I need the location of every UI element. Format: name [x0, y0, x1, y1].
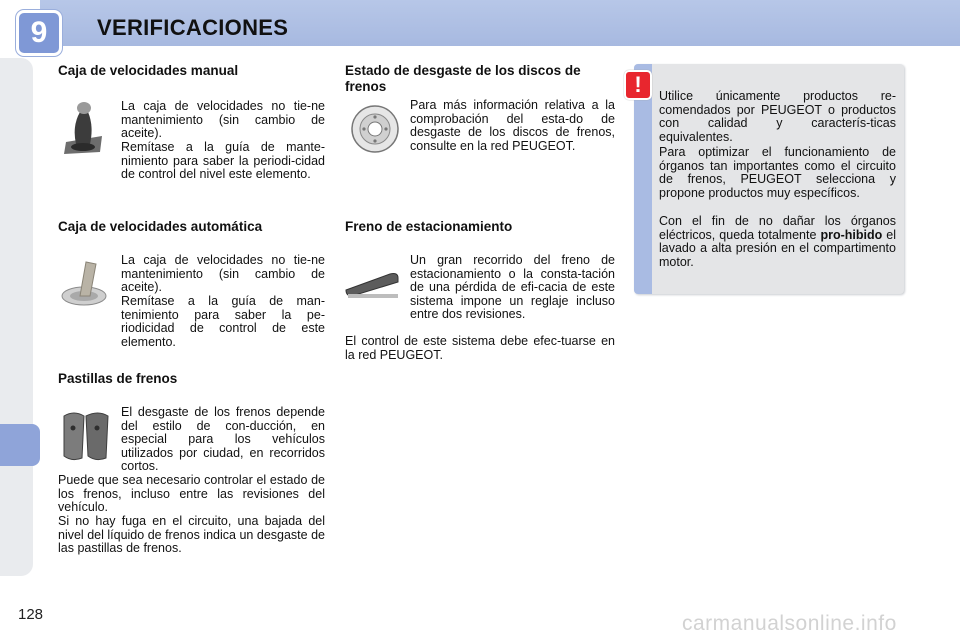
parking-brake-text-2: El control de este sistema debe efec-tuarse en la red PEUGEOT. — [345, 334, 615, 362]
brake-pads-text-2: Si no hay fuga en el circuito, una bajada del nivel del líquido de frenos indica un desgaste de las pastillas de frenos. — [58, 514, 325, 555]
warning-text-3: Con el fin de no dañar los órganos eléctricos, queda totalmente pro-hibido el lavado a alta presión en el compartimento motor. — [659, 214, 896, 269]
manual-gearbox-text-1: La caja de velocidades no tie-ne mantenimiento (sin cambio de aceite). — [121, 99, 325, 140]
parking-brake-text-1: Un gran recorrido del freno de estacionamiento o la consta-tación de una pérdida de efi-cacia de este sistema impone un reglaje incluso entre dos revisiones. — [410, 253, 615, 321]
brake-pads-heading: Pastillas de frenos — [58, 371, 178, 386]
page-number: 128 — [18, 606, 44, 623]
brake-discs-text: Para más información relativa a la comprobación del esta-do de desgaste de los discos de frenos, consulte en la red PEUGEOT. — [410, 98, 615, 153]
automatic-gearbox-text-1: La caja de velocidades no tie-ne mantenimiento (sin cambio de aceite). — [121, 253, 325, 294]
automatic-selector-icon — [60, 256, 110, 308]
parking-brake-heading: Freno de estacionamiento — [345, 219, 513, 234]
page-title: VERIFICACIONES — [97, 15, 289, 40]
brake-pads-text-1a: El desgaste de los frenos depende del estilo de con-ducción, en especial para los vehículos utilizados por ciudad, en recorridos cortos. — [121, 405, 325, 473]
parking-brake-icon — [344, 268, 402, 300]
automatic-gearbox-heading: Caja de velocidades automática — [58, 219, 263, 234]
left-margin-strip — [0, 58, 33, 576]
brake-discs-heading: Estado de desgaste de los discos de frenos — [345, 63, 581, 94]
brake-pads-text-1b: Puede que sea necesario controlar el estado de los frenos, incluso entre las revisiones del vehículo. — [58, 473, 325, 514]
warning-icon: ! — [624, 70, 652, 100]
gear-lever-icon — [62, 98, 106, 156]
chapter-number: 9 — [16, 10, 62, 56]
manual-gearbox-heading: Caja de velocidades manual — [58, 63, 239, 78]
chapter-tab — [0, 424, 40, 466]
brake-disc-icon — [350, 104, 400, 154]
warning-text-1: Utilice únicamente productos re-comendados por PEUGEOT o productos con calidad y caracterís-ticas equivalentes. — [659, 89, 896, 144]
manual-gearbox-text-2: Remítase a la guía de mante-nimiento para saber la periodi-cidad de control del nivel este elemento. — [121, 140, 325, 181]
warning-text-2: Para optimizar el funcionamiento de órganos tan importantes como el circuito de frenos, PEUGEOT selecciona y propone productos muy específicos. — [659, 145, 896, 200]
automatic-gearbox-text-2: Remítase a la guía de man-tenimiento para saber la pe-riodicidad de control de este elemento. — [121, 294, 325, 349]
watermark: carmanualsonline.info — [682, 612, 897, 635]
brake-pads-icon — [60, 408, 112, 464]
